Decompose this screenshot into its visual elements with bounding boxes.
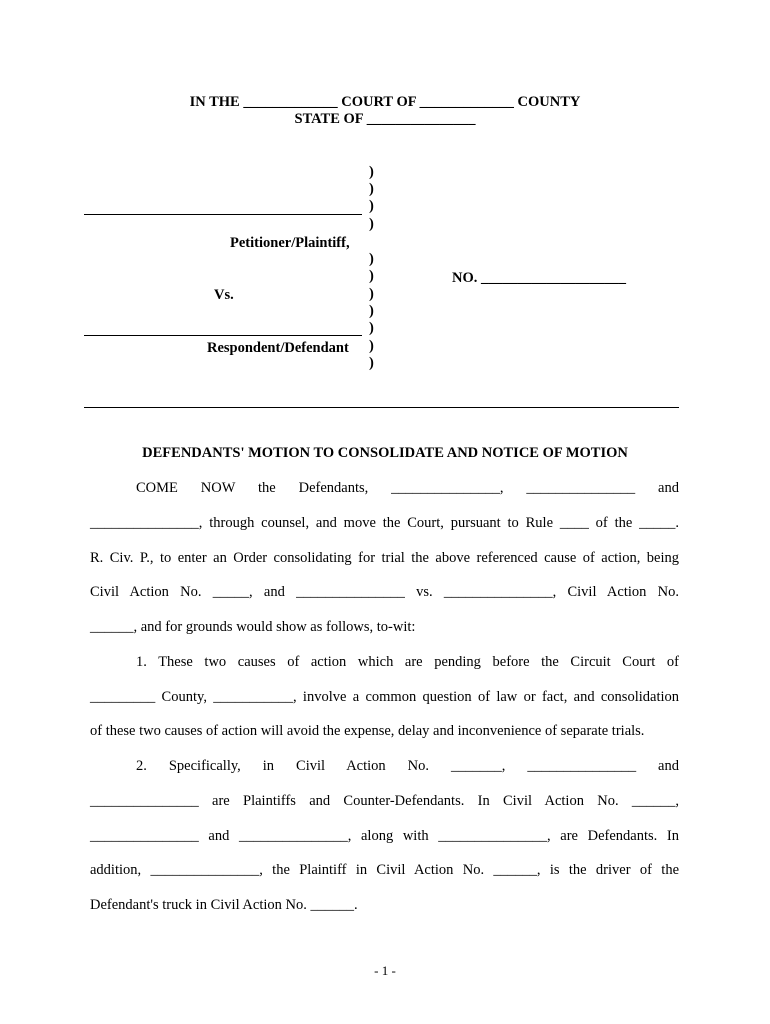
motion-title: DEFENDANTS' MOTION TO CONSOLIDATE AND NOTICE OF MOTION [142, 445, 628, 461]
caption-paren: ) [369, 251, 374, 267]
respondent-label: Respondent/Defendant [207, 340, 349, 356]
body-line: R. Civ. P., to enter an Order consolidating for trial the above referenced cause of action, being [90, 550, 679, 566]
body-line: Civil Action No. _____, and _______________ vs. _______________, Civil Action No. [90, 584, 679, 600]
caption-paren: ) [369, 198, 374, 214]
body-line: _______________, through counsel, and move the Court, pursuant to Rule ____ of the _____. [90, 515, 679, 531]
body-line: _________ County, ___________, involve a common question of law or fact, and consolidation [90, 689, 679, 705]
body-line: COME NOW the Defendants, _______________, _______________ and [136, 480, 679, 496]
caption-paren: ) [369, 303, 374, 319]
body-line: addition, _______________, the Plaintiff in Civil Action No. ______, is the driver of the [90, 862, 679, 878]
page-number: - 1 - [374, 963, 396, 978]
caption-paren: ) [369, 286, 374, 302]
body-line: of these two causes of action will avoid the expense, delay and inconvenience of separate trials. [90, 723, 645, 739]
caption-paren: ) [369, 320, 374, 336]
caption-paren: ) [369, 338, 374, 354]
body-line: _______________ are Plaintiffs and Counter-Defendants. In Civil Action No. ______, [90, 793, 679, 809]
body-line: ______, and for grounds would show as follows, to-wit: [90, 619, 416, 635]
versus-label: Vs. [214, 287, 234, 303]
caption-paren: ) [369, 164, 374, 180]
body-line: Defendant's truck in Civil Action No. ______. [90, 897, 358, 913]
caption-paren: ) [369, 216, 374, 232]
state-heading: STATE OF _______________ [294, 111, 476, 127]
respondent-name-line [84, 335, 362, 336]
petitioner-name-line [84, 214, 362, 215]
caption-paren: ) [369, 355, 374, 371]
caption-paren: ) [369, 268, 374, 284]
case-number: NO. ____________________ [452, 270, 626, 286]
body-line: 1. These two causes of action which are pending before the Circuit Court of [136, 654, 679, 670]
body-line: 2. Specifically, in Civil Action No. _______, _______________ and [136, 758, 679, 774]
petitioner-label: Petitioner/Plaintiff, [230, 235, 350, 251]
caption-divider [84, 407, 679, 408]
caption-paren: ) [369, 181, 374, 197]
body-line: _______________ and _______________, along with _______________, are Defendants. In [90, 828, 679, 844]
court-heading: IN THE _____________ COURT OF _____________ COUNTY [189, 94, 581, 110]
